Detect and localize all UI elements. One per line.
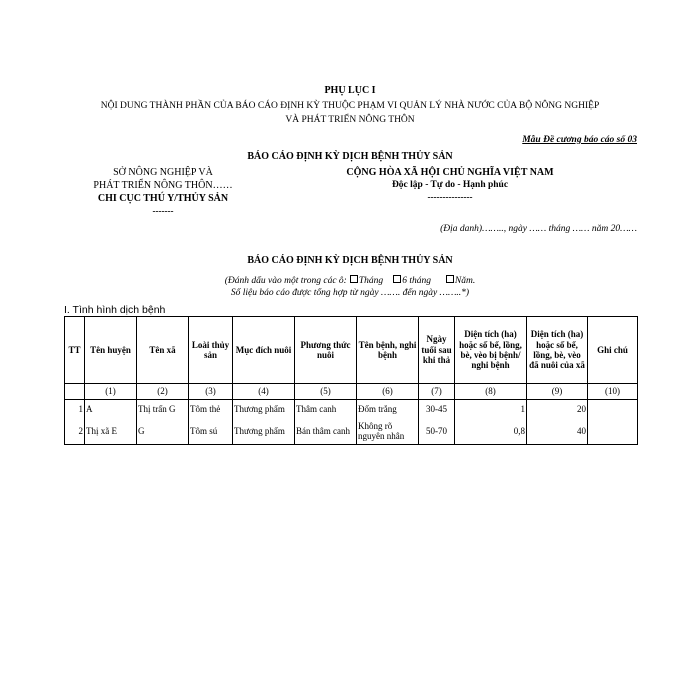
column-number-cell	[65, 384, 85, 400]
header-cell: Phương thức nuôi	[295, 317, 357, 384]
table-cell: Không rõ nguyên nhân	[357, 418, 419, 445]
header-cell: Tên xã	[137, 317, 189, 384]
place-date: (Địa danh)…….., ngày …… tháng …… năm 20……	[440, 224, 637, 234]
nation-motto: Độc lập - Tự do - Hạnh phúc	[391, 180, 509, 190]
period-instruction	[0, 275, 700, 287]
table-cell: Thị trấn G	[137, 400, 189, 419]
column-number-cell: (8)	[455, 384, 527, 400]
column-number-cell: (10)	[588, 384, 638, 400]
org-divider: -------	[152, 206, 174, 216]
table-cell: Thương phẩm	[233, 400, 295, 419]
option-6-months: 6 tháng	[402, 276, 432, 286]
checkbox-year[interactable]	[446, 275, 454, 283]
table-cell: Tôm thẻ	[189, 400, 233, 419]
template-note: Mẫu Đề cương báo cáo số 03	[522, 135, 637, 145]
header-cell: Ngày tuổi sau khi thả	[419, 317, 455, 384]
table-cell: Bán thâm canh	[295, 418, 357, 445]
table-cell: 2	[65, 418, 85, 445]
column-number-cell: (7)	[419, 384, 455, 400]
section-heading: I. Tình hình dịch bệnh	[64, 304, 166, 316]
header-cell: Diện tích (ha) hoặc số bể, lồng, bè, vèo bị bệnh/ nghi bệnh	[455, 317, 527, 384]
table-cell: 20	[527, 400, 588, 419]
table-row	[65, 400, 638, 419]
column-number-cell: (5)	[295, 384, 357, 400]
org-line-2: PHÁT TRIỂN NÔNG THÔN……	[93, 180, 233, 191]
org-line-3: CHI CỤC THÚ Y/THỦY SẢN	[97, 193, 229, 204]
motto-divider: ---------------	[427, 192, 473, 202]
table-cell: 1	[65, 400, 85, 419]
column-number-cell: (9)	[527, 384, 588, 400]
header-cell: Tên huyện	[85, 317, 137, 384]
appendix-title: PHỤ LỤC I	[324, 85, 376, 96]
table-header-row	[65, 317, 638, 384]
column-number-cell: (6)	[357, 384, 419, 400]
report-title: BÁO CÁO ĐỊNH KỲ DỊCH BỆNH THỦY SẢN	[247, 151, 453, 162]
table-cell: 0,8	[455, 418, 527, 445]
period-note: Số liệu báo cáo được tổng hợp từ ngày ……. đến ngày ……..*)	[230, 288, 470, 298]
header-cell: Mục đích nuôi	[233, 317, 295, 384]
report-heading-line2: VÀ PHÁT TRIỂN NÔNG THÔN	[285, 115, 415, 125]
table-cell: A	[85, 400, 137, 419]
table-cell	[588, 418, 638, 445]
column-number-row	[65, 384, 638, 400]
report-heading-line1: NỘI DUNG THÀNH PHẦN CỦA BÁO CÁO ĐỊNH KỲ THUỘC PHẠM VI QUẢN LÝ NHÀ NƯỚC CỦA BỘ NÔNG NGHIỆP	[100, 101, 600, 111]
nation-name: CỘNG HÒA XÃ HỘI CHỦ NGHĨA VIỆT NAM	[346, 167, 554, 178]
table-cell	[588, 400, 638, 419]
checkbox-6-months[interactable]	[393, 275, 401, 283]
table-cell: Đốm trắng	[357, 400, 419, 419]
disease-table	[64, 316, 638, 445]
instruction-prefix: (Đánh dấu vào một trong các ô:	[224, 276, 347, 286]
table-cell: 50-70	[419, 418, 455, 445]
table-row	[65, 418, 638, 445]
report-title-2: BÁO CÁO ĐỊNH KỲ DỊCH BỆNH THỦY SẢN	[247, 255, 453, 266]
table-cell: G	[137, 418, 189, 445]
org-line-1: SỞ NÔNG NGHIỆP VÀ	[113, 167, 213, 178]
header-cell: Tên bệnh, nghi bệnh	[357, 317, 419, 384]
header-cell: TT	[65, 317, 85, 384]
table-cell: Tôm sú	[189, 418, 233, 445]
table-cell: Thương phẩm	[233, 418, 295, 445]
table-cell: 1	[455, 400, 527, 419]
option-year: Năm.	[454, 276, 476, 286]
checkbox-month[interactable]	[350, 275, 358, 283]
column-number-cell: (4)	[233, 384, 295, 400]
header-cell: Ghi chú	[588, 317, 638, 384]
column-number-cell: (1)	[85, 384, 137, 400]
option-month: Tháng	[358, 276, 384, 286]
column-number-cell: (3)	[189, 384, 233, 400]
column-number-cell: (2)	[137, 384, 189, 400]
table-cell: 40	[527, 418, 588, 445]
table-cell: 30-45	[419, 400, 455, 419]
header-cell: Diện tích (ha) hoặc số bể, lồng, bè, vèo đã nuôi của xã	[527, 317, 588, 384]
header-cell: Loài thủy sản	[189, 317, 233, 384]
table-cell: Thị xã E	[85, 418, 137, 445]
table-cell: Thâm canh	[295, 400, 357, 419]
